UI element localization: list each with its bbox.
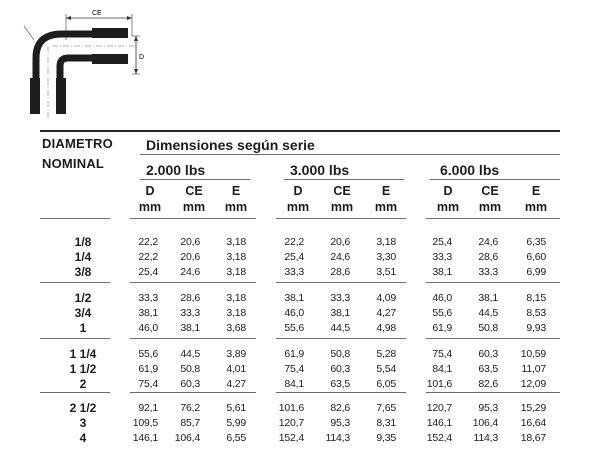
dimension-cell: 55,6 — [138, 348, 158, 360]
dimension-cell: 5,54 — [376, 363, 396, 375]
dimension-cell: 8,15 — [526, 292, 546, 304]
nominal-size-cell: 1 1/4 — [69, 347, 97, 361]
dimension-cell: 9,35 — [376, 432, 396, 444]
dimension-cell: 38,1 — [284, 292, 304, 304]
dimension-cell: 3,18 — [226, 292, 246, 304]
header-rule-2000 — [130, 218, 256, 219]
dimension-cell: 120,7 — [278, 417, 304, 429]
dimension-cell: 6,60 — [526, 251, 546, 263]
dimension-cell: 84,1 — [432, 363, 452, 375]
dimension-cell: 3,89 — [226, 348, 246, 360]
dimension-cell: 60,3 — [180, 378, 200, 390]
dimension-cell: 5,99 — [226, 417, 246, 429]
col-ce-6000: CE — [481, 184, 499, 198]
nominal-size-cell: 2 — [79, 377, 87, 391]
series-underline-2000 — [140, 179, 250, 180]
dimension-cell: 146,1 — [132, 432, 158, 444]
dimension-cell: 33,3 — [138, 292, 158, 304]
dimension-cell: 7,65 — [376, 402, 396, 414]
header-rule-nominal — [40, 218, 110, 219]
dimension-cell: 4,09 — [376, 292, 396, 304]
dimension-cell: 28,6 — [478, 251, 498, 263]
dimension-cell: 109,5 — [132, 417, 158, 429]
group-separator-rule — [130, 282, 256, 283]
unit-ce-3000: mm — [330, 200, 354, 214]
dimension-cell: 22,2 — [284, 236, 304, 248]
dimension-cell: 25,4 — [284, 251, 304, 263]
dimension-cell: 101,6 — [426, 378, 452, 390]
series-underline-3000 — [284, 179, 404, 180]
group-separator-rule — [276, 392, 406, 393]
unit-d-2000: mm — [138, 200, 162, 214]
dimension-cell: 33,3 — [432, 251, 452, 263]
dimension-cell: 55,6 — [432, 307, 452, 319]
elbow-fitting-drawing — [22, 6, 162, 118]
dimension-cell: 61,9 — [432, 322, 452, 334]
dimension-cell: 22,2 — [138, 251, 158, 263]
dimension-cell: 28,6 — [180, 292, 200, 304]
dimension-cell: 5,28 — [376, 348, 396, 360]
nominal-size-cell: 4 — [79, 431, 87, 445]
nominal-size-cell: 2 1/2 — [69, 401, 97, 415]
dimension-cell: 60,3 — [478, 348, 498, 360]
dimension-cell: 24,6 — [180, 266, 200, 278]
series-name-2000: 2.000 lbs — [146, 162, 206, 178]
dimension-cell: 3,18 — [226, 251, 246, 263]
dimension-cell: 15,29 — [520, 402, 546, 414]
dimension-cell: 50,8 — [478, 322, 498, 334]
dimension-cell: 33,3 — [330, 292, 350, 304]
dimension-cell: 44,5 — [478, 307, 498, 319]
dimension-cell: 44,5 — [330, 322, 350, 334]
series-name-6000: 6.000 lbs — [440, 162, 500, 178]
unit-e-2000: mm — [224, 200, 248, 214]
group-separator-rule — [40, 282, 110, 283]
dimension-cell: 146,1 — [426, 417, 452, 429]
unit-ce-6000: mm — [478, 200, 502, 214]
dimension-cell: 25,4 — [432, 236, 452, 248]
dimension-cell: 50,8 — [330, 348, 350, 360]
dimension-cell: 5,61 — [226, 402, 246, 414]
dimension-cell: 3,18 — [226, 307, 246, 319]
dimension-cell: 6,05 — [376, 378, 396, 390]
col-e-3000: E — [381, 184, 391, 198]
dimensiones-title: Dimensiones según serie — [146, 137, 315, 153]
dimension-cell: 16,64 — [520, 417, 546, 429]
group-separator-rule — [426, 392, 560, 393]
dimension-cell: 55,6 — [284, 322, 304, 334]
dimension-cell: 3,18 — [376, 236, 396, 248]
group-separator-rule — [130, 392, 256, 393]
dimension-cell: 3,18 — [226, 266, 246, 278]
group-separator-rule — [426, 282, 560, 283]
header-rule-3000 — [276, 218, 406, 219]
dimension-cell: 106,4 — [472, 417, 498, 429]
dimension-cell: 101,6 — [278, 402, 304, 414]
dimension-cell: 4,01 — [226, 363, 246, 375]
dimension-cell: 9,93 — [526, 322, 546, 334]
dimension-cell: 63,5 — [478, 363, 498, 375]
col-d-3000: D — [293, 184, 303, 198]
dimension-cell: 60,3 — [330, 363, 350, 375]
dimension-cell: 24,6 — [330, 251, 350, 263]
dimension-cell: 46,0 — [284, 307, 304, 319]
dimension-cell: 8,31 — [376, 417, 396, 429]
dimension-cell: 85,7 — [180, 417, 200, 429]
col-e-6000: E — [531, 184, 541, 198]
dimension-cell: 4,98 — [376, 322, 396, 334]
col-ce-3000: CE — [333, 184, 351, 198]
group-separator-rule — [40, 338, 110, 339]
unit-d-3000: mm — [286, 200, 310, 214]
dimension-cell: 63,5 — [330, 378, 350, 390]
unit-d-6000: mm — [436, 200, 460, 214]
dimension-cell: 44,5 — [180, 348, 200, 360]
series-rule — [140, 154, 560, 155]
dimension-cell: 95,3 — [478, 402, 498, 414]
dimension-cell: 75,4 — [284, 363, 304, 375]
nominal-size-cell: 1 1/2 — [69, 362, 97, 376]
dimension-cell: 4,27 — [226, 378, 246, 390]
nominal-size-cell: 1/8 — [74, 235, 92, 249]
dimension-cell: 6,99 — [526, 266, 546, 278]
dimension-cell: 24,6 — [478, 236, 498, 248]
dimension-cell: 84,1 — [284, 378, 304, 390]
dimension-cell: 38,1 — [138, 307, 158, 319]
diametro-label: DIAMETRO — [42, 136, 113, 151]
unit-e-3000: mm — [374, 200, 398, 214]
dimension-cell: 46,0 — [432, 292, 452, 304]
dimension-cell: 61,9 — [138, 363, 158, 375]
dimension-cell: 33,3 — [284, 266, 304, 278]
nominal-size-cell: 1/2 — [74, 291, 92, 305]
dimension-cell: 20,6 — [180, 251, 200, 263]
group-separator-rule — [40, 392, 110, 393]
dimension-cell: 3,18 — [226, 236, 246, 248]
dimension-cell: 114,3 — [473, 432, 498, 444]
series-name-3000: 3.000 lbs — [290, 162, 350, 178]
dimension-cell: 33,3 — [478, 266, 498, 278]
dimension-cell: 82,6 — [478, 378, 498, 390]
group-separator-rule — [276, 282, 406, 283]
dimension-cell: 75,4 — [432, 348, 452, 360]
top-rule — [40, 130, 560, 132]
group-separator-rule — [130, 338, 256, 339]
dimension-cell: 120,7 — [426, 402, 452, 414]
dimension-cell: 33,3 — [180, 307, 200, 319]
dimension-cell: 38,1 — [330, 307, 350, 319]
dimension-cell: 6,35 — [526, 236, 546, 248]
group-separator-rule — [276, 338, 406, 339]
header-rule-6000 — [426, 218, 560, 219]
dimension-cell: 38,1 — [432, 266, 452, 278]
group-separator-rule — [426, 338, 560, 339]
dimension-cell: 11,07 — [521, 363, 546, 375]
dimension-cell: 6,55 — [226, 432, 246, 444]
dimension-cell: 3,51 — [376, 266, 396, 278]
dimension-cell: 4,27 — [376, 307, 396, 319]
nominal-size-cell: 3/8 — [74, 265, 92, 279]
dimension-cell: 38,1 — [180, 322, 200, 334]
unit-ce-2000: mm — [182, 200, 206, 214]
dimension-cell: 20,6 — [180, 236, 200, 248]
dimension-cell: 38,1 — [478, 292, 498, 304]
dimension-cell: 22,2 — [138, 236, 158, 248]
col-ce-2000: CE — [185, 184, 203, 198]
dimension-cell: 152,4 — [426, 432, 452, 444]
dimension-cell: 12,09 — [520, 378, 546, 390]
col-d-6000: D — [443, 184, 453, 198]
unit-e-6000: mm — [524, 200, 548, 214]
dimension-cell: 61,9 — [284, 348, 304, 360]
dimension-cell: 95,3 — [330, 417, 350, 429]
dimension-cell: 106,4 — [174, 432, 200, 444]
dimension-cell: 20,6 — [330, 236, 350, 248]
dimension-cell: 114,3 — [325, 432, 350, 444]
nominal-size-cell: 1 — [79, 321, 87, 335]
nominal-size-cell: 3/4 — [74, 306, 92, 320]
dimension-cell: 76,2 — [180, 402, 200, 414]
series-underline-6000 — [430, 179, 560, 180]
dimension-cell: 152,4 — [278, 432, 304, 444]
nominal-label: NOMINAL — [42, 156, 105, 171]
dimension-cell: 18,67 — [520, 432, 546, 444]
nominal-size-cell: 3 — [79, 416, 87, 430]
dimension-cell: 3,68 — [226, 322, 246, 334]
dimension-cell: 8,53 — [526, 307, 546, 319]
dimension-cell: 28,6 — [330, 266, 350, 278]
ce-dimension-label: CE — [92, 10, 102, 17]
dimension-cell: 75,4 — [138, 378, 158, 390]
dimension-cell: 50,8 — [180, 363, 200, 375]
col-d-2000: D — [145, 184, 155, 198]
dimension-cell: 3,30 — [376, 251, 396, 263]
dimension-cell: 46,0 — [138, 322, 158, 334]
dimension-cell: 92,1 — [138, 402, 158, 414]
dimension-cell: 10,59 — [520, 348, 546, 360]
d-dimension-label: D — [139, 54, 145, 61]
dimension-cell: 82,6 — [330, 402, 350, 414]
dimension-cell: 25,4 — [138, 266, 158, 278]
nominal-size-cell: 1/4 — [74, 250, 92, 264]
col-e-2000: E — [231, 184, 241, 198]
